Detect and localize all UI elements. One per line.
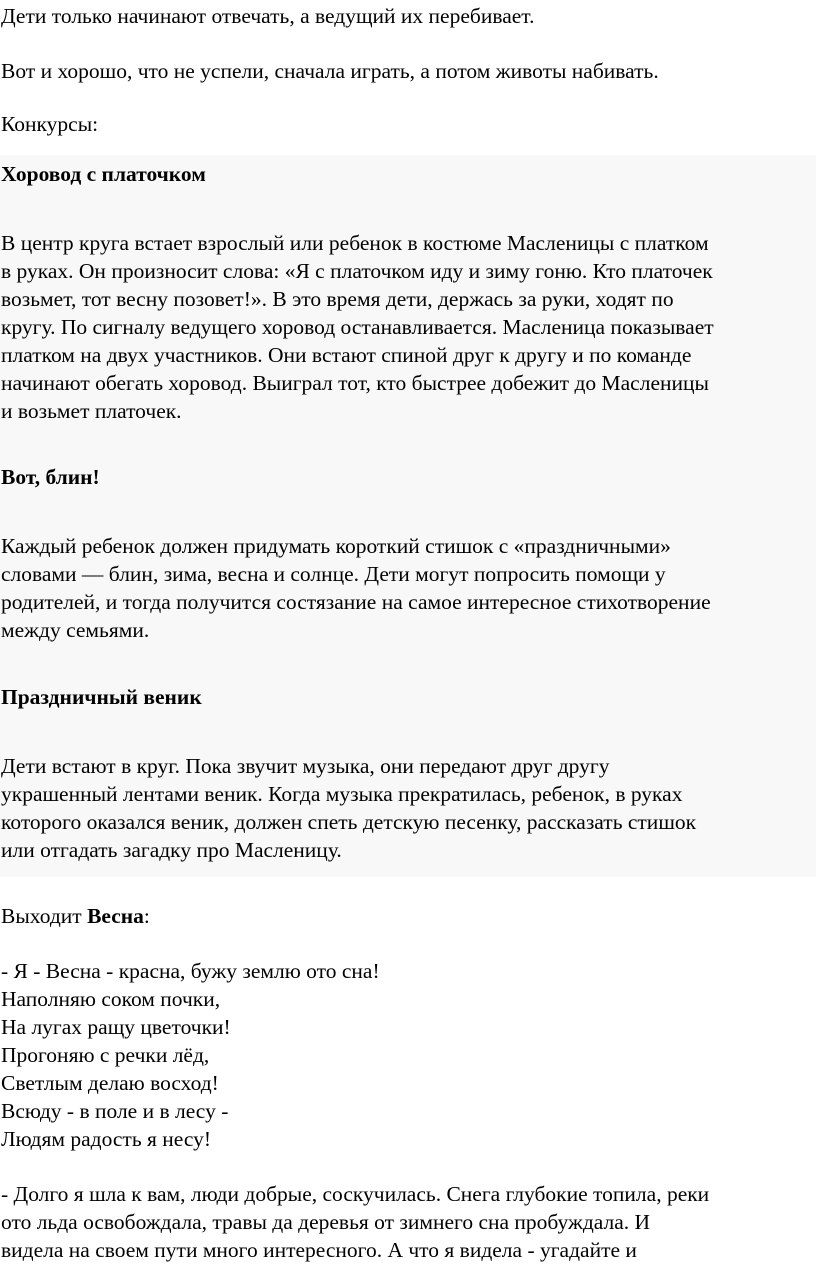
intro-line-1: Дети только начинают отвечать, а ведущий их перебивает. <box>1 4 535 28</box>
contest-text-line: и возьмет платочек. <box>1 399 182 423</box>
contest-text-line: которого оказался веник, должен спеть детскую песенку, рассказать стишок <box>1 810 697 834</box>
contest-text-line: в руках. Он произносит слова: «Я с платочком иду и зиму гоню. Кто платочек <box>1 259 713 283</box>
contest-text-line: Дети встают в круг. Пока звучит музыка, они передают друг другу <box>1 754 610 778</box>
contest-text-line: между семьями. <box>1 618 150 642</box>
contest-text-line: В центр круга встает взрослый или ребенок в костюме Масленицы с платком <box>1 231 709 255</box>
contest-text-line: Каждый ребенок должен придумать короткий стишок с «праздничными» <box>1 534 671 558</box>
contest-title: Праздничный веник <box>1 685 202 709</box>
contest-text-line: украшенный лентами веник. Когда музыка прекратилась, ребенок, в руках <box>1 782 683 806</box>
contest-text-line: кругу. По сигналу ведущего хоровод останавливается. Масленица показывает <box>1 315 714 339</box>
contests-label: Конкурсы: <box>1 112 99 136</box>
contest-text-line: словами — блин, зима, весна и солнце. Дети могут попросить помощи у <box>1 562 666 586</box>
speech-line: видела на своем пути много интересного. А что я видела - угадайте и <box>1 1238 637 1262</box>
speech-line: - Долго я шла к вам, люди добрые, соскучилась. Снега глубокие топила, реки <box>1 1182 710 1206</box>
poem-line: Светлым делаю восход! <box>1 1071 219 1095</box>
poem-line: На лугах ращу цветочки! <box>1 1015 231 1039</box>
contest-text-line: возьмет, тот весну позовет!». В это время дети, держась за руки, ходят по <box>1 287 674 311</box>
poem-line: Людям радость я несу! <box>1 1127 212 1151</box>
contest-title: Вот, блин! <box>1 465 100 489</box>
contest-text-line: платком на двух участников. Они встают спиной друг к другу и по команде <box>1 343 692 367</box>
poem-line: - Я - Весна - красна, бужу землю ото сна! <box>1 959 380 983</box>
speech-line: ото льда освобождала, травы да деревья от зимнего сна пробуждала. И <box>1 1210 651 1234</box>
poem-line: Наполняю соком почки, <box>1 987 221 1011</box>
intro-line-2: Вот и хорошо, что не успели, сначала играть, а потом животы набивать. <box>1 59 659 83</box>
contest-text-line: или отгадать загадку про Масленицу. <box>1 838 342 862</box>
poem-line: Прогоняю с речки лёд, <box>1 1043 210 1067</box>
contest-title: Хоровод с платочком <box>1 162 206 186</box>
poem-line: Всюду - в поле и в лесу - <box>1 1099 229 1123</box>
contest-text-line: родителей, и тогда получится состязание на самое интересное стихотворение <box>1 590 711 614</box>
spring-entrance: Выходит Весна: <box>1 904 150 928</box>
contest-text-line: начинают обегать хоровод. Выиграл тот, кто быстрее добежит до Масленицы <box>1 371 709 395</box>
